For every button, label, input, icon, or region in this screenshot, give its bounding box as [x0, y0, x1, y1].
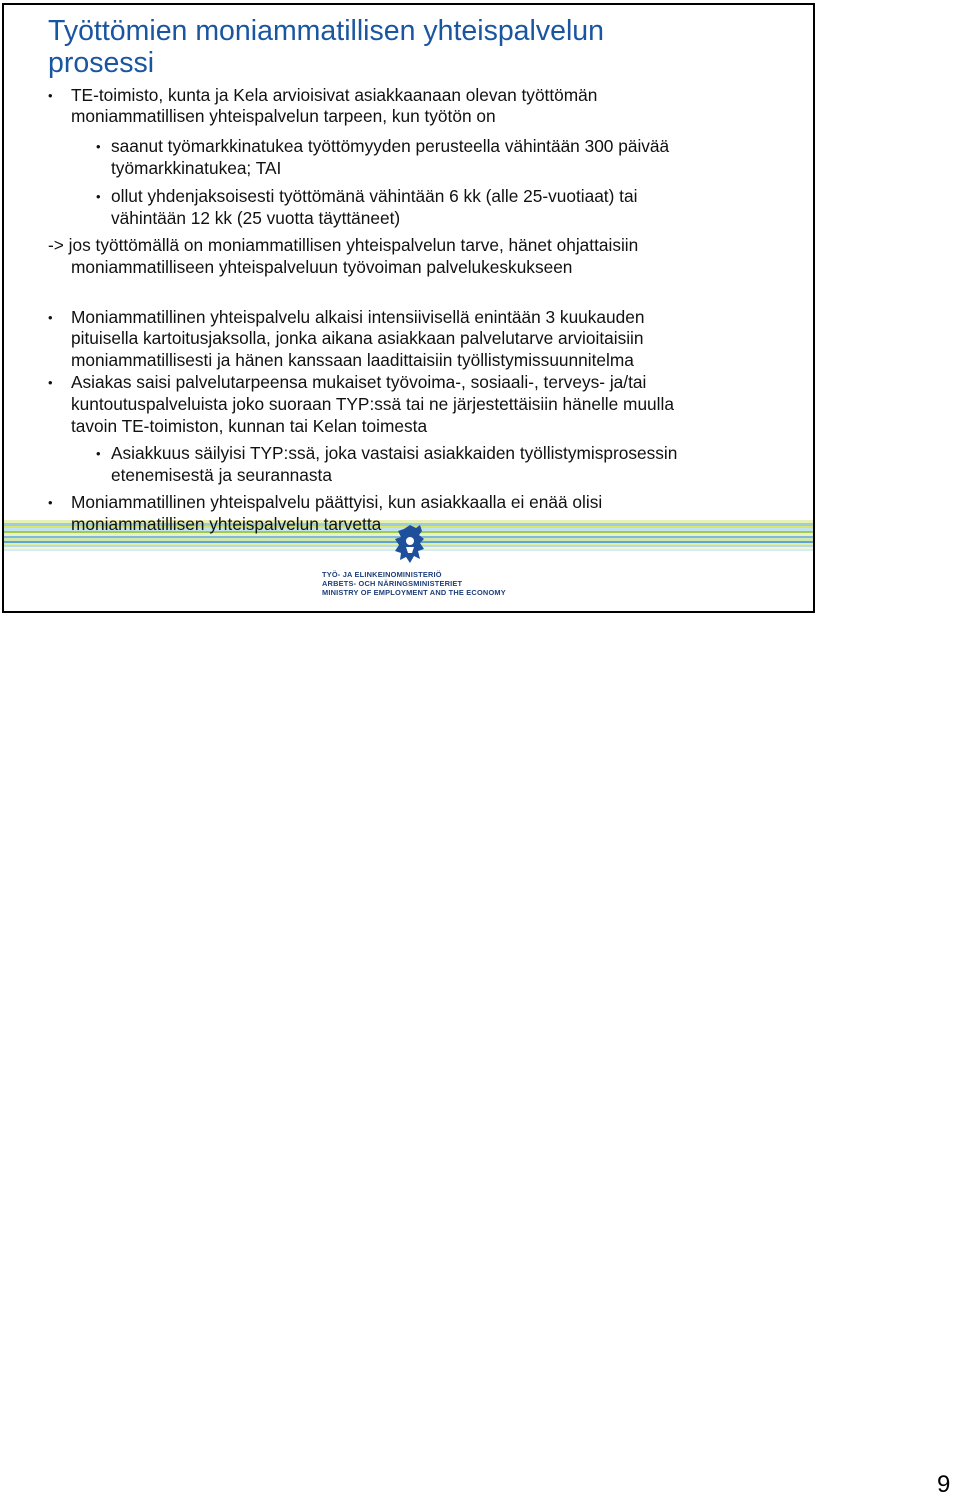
text-line: työmarkkinatukea; TAI [111, 158, 282, 178]
text-line: Moniammatillinen yhteispalvelu päättyisi, kun asiakkaalla ei enää olisi [71, 492, 603, 512]
text-line: Moniammatillinen yhteispalvelu alkaisi intensiivisellä enintään 3 kuukauden [71, 307, 645, 327]
text-line: moniammatillisen yhteispalvelun tarpeen, kun työtön on [71, 106, 496, 126]
text-line: moniammatillisesti ja hänen kanssaan laadittaisiin työllistymissuunnitelma [71, 350, 634, 370]
bullet-icon: • [48, 310, 53, 325]
text-line: pituisella kartoitusjaksolla, jonka aikana asiakkaan palvelutarve arvioitaisiin [71, 328, 644, 348]
sub-bullet-icon: • [96, 446, 101, 461]
text-line: saanut työmarkkinatukea työttömyyden perusteella vähintään 300 päivää [111, 136, 670, 156]
slide [2, 3, 815, 613]
text-line: moniammatilliseen yhteispalveluun työvoiman palvelukeskukseen [71, 257, 573, 277]
sub-bullet-icon: • [96, 189, 101, 204]
bullet-icon: • [48, 495, 53, 510]
ministry-name-en: MINISTRY OF EMPLOYMENT AND THE ECONOMY [322, 588, 506, 597]
text-line: ollut yhdenjaksoisesti työttömänä vähintään 6 kk (alle 25-vuotiaat) tai [111, 186, 638, 206]
slide-body [4, 5, 813, 611]
text-line: tavoin TE-toimiston, kunnan tai Kelan toimesta [71, 416, 428, 436]
sub-bullet-icon: • [96, 139, 101, 154]
page-number: 9 [937, 1471, 951, 1498]
text-line: TE-toimisto, kunta ja Kela arvioisivat asiakkaanaan olevan työttömän [71, 85, 598, 105]
title-line-1: Työttömien moniammatillisen yhteispalvelun [48, 15, 605, 47]
ministry-name-fi: TYÖ- JA ELINKEINOMINISTERIÖ [322, 570, 442, 579]
text-line: vähintään 12 kk (25 vuotta täyttäneet) [111, 208, 401, 228]
bullet-icon: • [48, 375, 53, 390]
bullet-icon: • [48, 88, 53, 103]
text-line: Asiakkuus säilyisi TYP:ssä, joka vastaisi asiakkaiden työllistymisprosessin [111, 443, 678, 463]
text-line: kuntoutuspalveluista joko suoraan TYP:ssä tai ne järjestettäisiin hänelle muulla [71, 394, 674, 414]
title-line-2: prosessi [48, 47, 155, 79]
text-line: etenemisestä ja seurannasta [111, 465, 332, 485]
text-line: moniammatillisen yhteispalvelun tarvetta [71, 514, 382, 534]
text-line: -> jos työttömällä on moniammatillisen yhteispalvelun tarve, hänet ohjattaisiin [48, 235, 639, 255]
text-line: Asiakas saisi palvelutarpeensa mukaiset työvoima-, sosiaali-, terveys- ja/tai [71, 372, 647, 392]
ministry-name-sv: ARBETS- OCH NÄRINGSMINISTERIET [322, 579, 463, 588]
